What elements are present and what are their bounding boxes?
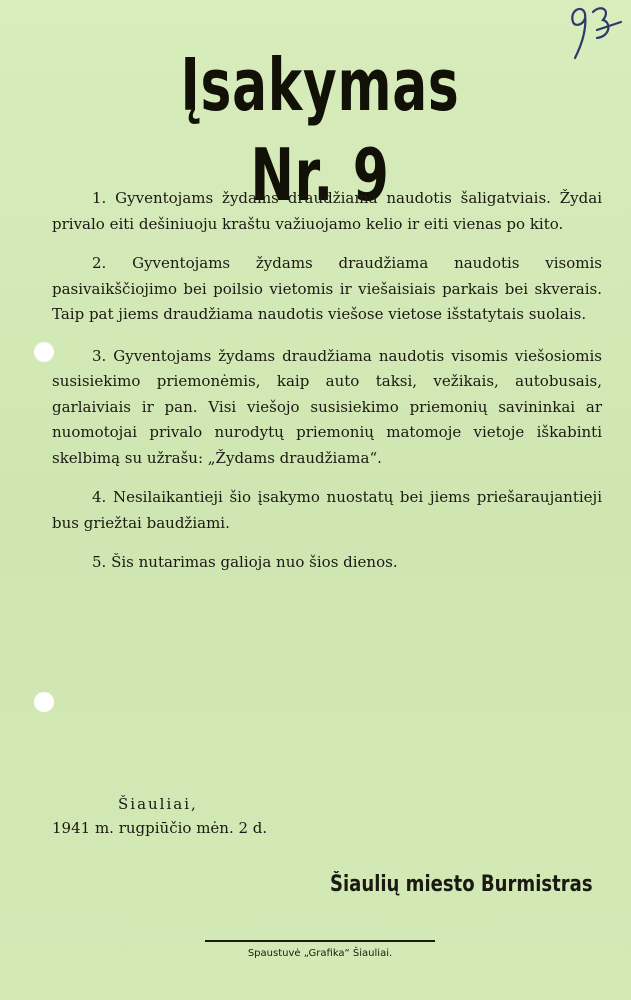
- handwritten-annotation: [565, 0, 625, 70]
- footer-divider: [205, 940, 435, 942]
- decree-paragraph-4: 4. Nesilaikantieji šio įsakymo nuostatų bei jiems priešaraujantieji bus griežtai baudžiami.: [52, 488, 602, 532]
- decree-body: [52, 186, 602, 590]
- document-title: Įsakymas Nr. 9: [180, 43, 460, 217]
- mayor-signature: Šiaulių miesto Burmistras: [330, 872, 593, 897]
- decree-paragraph-1: 1. Gyventojams žydams draudžiama naudotis šaligatviais. Žydai privalo eiti dešiniuoju kraštu važiuojamo kelio ir eiti vienas po kito.: [52, 189, 602, 233]
- decree-paragraph-5: 5. Šis nutarimas galioja nuo šios dienos.: [92, 553, 398, 571]
- signature-city: Šiauliai,: [118, 795, 198, 813]
- decree-paragraph-3: 3. Gyventojams žydams draudžiama naudotis visomis viešosiomis susisiekimo priemonėmis, kaip auto taksi, vežikais, autobusais, garlaiviais ir pan. Visi viešojo susisiekimo priemonių savininkai ar nuomotojai privalo nurodytų priemonių matomoje vietoje iškabinti skelbimą su užrašu: „Žydams draudžiama“.: [52, 346, 602, 467]
- decree-paragraph-2: 2. Gyventojams žydams draudžiama naudotis visomis pasivaikščiojimo bei poilsio vietomis ir viešaisiais parkais bei skverais. Taip pat jiems draudžiama naudotis viešose vietose išstatytais suolais.: [52, 254, 602, 323]
- punch-hole: [34, 692, 54, 712]
- printer-imprint: Spaustuvė „Grafika“ Šiauliai.: [247, 948, 393, 959]
- place-and-date: [52, 792, 267, 840]
- punch-hole: [34, 342, 54, 362]
- signature-date: 1941 m. rugpiūčio mėn. 2 d.: [52, 819, 268, 837]
